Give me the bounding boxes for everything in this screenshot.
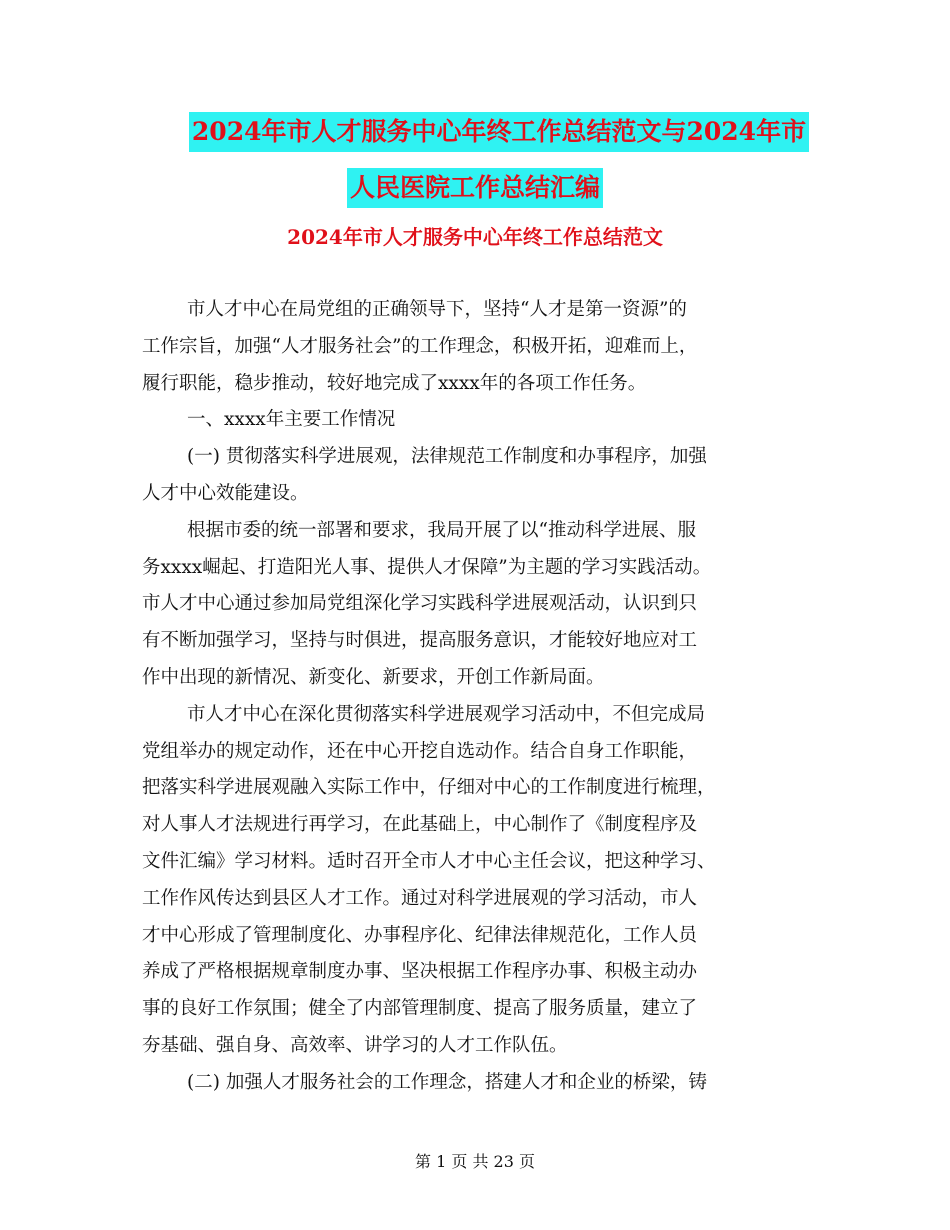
body-line: 把落实科学进展观融入实际工作中，仔细对中心的工作制度进行梳理， (142, 777, 716, 799)
body-line: 市人才中心在深化贯彻落实科学进展观学习活动中，不但完成局 (187, 703, 706, 725)
body-line: 对人事人才法规进行再学习，在此基础上，中心制作了《制度程序及 (142, 814, 698, 836)
body-line: (一) 贯彻落实科学进展观，法律规范工作制度和办事程序，加强 (187, 446, 707, 468)
body-line: 夯基础、强自身、高效率、讲学习的人才工作队伍。 (142, 1034, 568, 1056)
document-title (0, 112, 950, 208)
body-line: 有不断加强学习，坚持与时俱进，提高服务意识，才能较好地应对工 (142, 630, 698, 652)
body-line: 养成了严格根据规章制度办事、坚决根据工作程序办事、积极主动办 (142, 961, 698, 983)
body-line: 市人才中心在局党组的正确领导下，坚持“人才是第一资源”的 (187, 299, 687, 320)
document-body (142, 292, 822, 1102)
body-line: 事的良好工作氛围；健全了内部管理制度、提高了服务质量，建立了 (142, 998, 698, 1020)
body-line: 工作作风传达到县区人才工作。通过对科学进展观的学习活动，市人 (142, 887, 698, 909)
body-line: 才中心形成了管理制度化、办事程序化、纪律法律规范化，工作人员 (142, 924, 698, 946)
section-title: 2024年市人才服务中心年终工作总结范文 (287, 225, 663, 249)
body-line: 务xxxx崛起、打造阳光人事、提供人才保障”为主题的学习实践活动。 (142, 556, 712, 578)
body-line: 履行职能，稳步推动，较好地完成了xxxx年的各项工作任务。 (142, 372, 647, 394)
body-line: 一、xxxx年主要工作情况 (187, 409, 396, 431)
page-footer: 第 1 页 共 23 页 (415, 1152, 535, 1171)
body-line: 人才中心效能建设。 (142, 482, 309, 504)
body-line: 作中出现的新情况、新变化、新要求，开创工作新局面。 (142, 666, 605, 688)
document-title-line-1: 2024年市人才服务中心年终工作总结范文与2024年市 (189, 112, 809, 152)
body-line: 党组举办的规定动作，还在中心开挖自选动作。结合自身工作职能， (142, 740, 698, 762)
body-line: 文件汇编》学习材料。适时召开全市人才中心主任会议，把这种学习、 (142, 850, 716, 872)
body-line: 工作宗旨，加强“人才服务社会”的工作理念，积极开拓，迎难而上， (142, 335, 698, 357)
body-line: 市人才中心通过参加局党组深化学习实践科学进展观活动，认识到只 (142, 593, 698, 615)
body-line: 根据市委的统一部署和要求，我局开展了以“推动科学进展、服 (187, 519, 696, 541)
body-line: (二) 加强人才服务社会的工作理念，搭建人才和企业的桥梁，铸 (187, 1071, 707, 1093)
document-title-line-2: 人民医院工作总结汇编 (347, 168, 603, 208)
